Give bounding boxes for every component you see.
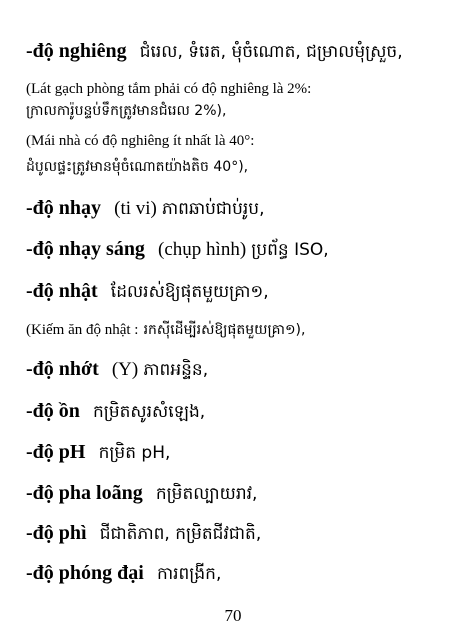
example-khmer: រកស៊ីដើម្បីរស់ឱ្យផុតមួយគ្រា១), — [143, 322, 306, 338]
headword: -độ nhạy — [26, 197, 102, 219]
entry-do-phi — [26, 522, 452, 548]
headword: -độ nghiêng — [26, 40, 127, 62]
headword: -độ nhật — [26, 280, 98, 302]
example-vi — [26, 130, 452, 150]
example-vietnamese: (Lát gạch phòng tắm phải có độ nghiêng là 2%: — [26, 81, 312, 97]
example-km — [26, 100, 452, 122]
entry-do-on — [26, 400, 452, 426]
headword: -độ pha loãng — [26, 482, 143, 504]
example-km — [26, 156, 452, 178]
khmer-definition: ដែលរស់ឱ្យផុតមួយគ្រា១, — [110, 282, 269, 302]
entry-do-nhat — [26, 280, 452, 306]
headword: -độ phóng đại — [26, 562, 144, 584]
example-vietnamese: (Mái nhà có độ nghiêng ít nhất là 40°: — [26, 133, 255, 149]
example-line — [26, 319, 452, 341]
example-khmer: ដំបូលផ្ទះត្រូវមានមុំចំណោតយ៉ាងតិច 40°), — [26, 159, 249, 175]
headword: -độ ồn — [26, 400, 80, 422]
entry-do-nhot — [26, 358, 452, 384]
khmer-definition: កម្រិត pH, — [98, 443, 171, 463]
khmer-definition: ជំរេល, ទំរេត, មុំចំណោត, ជម្រាលមុំស្រួច, — [139, 42, 403, 62]
example-vietnamese: (Kiếm ăn độ nhật : — [26, 322, 139, 338]
khmer-definition: ភាពឆាប់ជាប់រូប, — [161, 199, 265, 219]
usage-note: (Y) — [111, 359, 139, 380]
headword: -độ pH — [26, 441, 86, 463]
entry-do-nhay — [26, 197, 452, 223]
headword: -độ phì — [26, 522, 87, 544]
usage-note: (ti vi) — [114, 198, 157, 219]
khmer-definition: ប្រព័ន្ធ ISO, — [251, 240, 329, 260]
usage-note: (chụp hình) — [158, 239, 247, 260]
khmer-definition: កម្រិតល្បាយរាវ, — [155, 484, 258, 504]
example-vi — [26, 78, 452, 98]
entry-do-pha-loang — [26, 482, 452, 508]
entry-do-phong-dai — [26, 562, 452, 588]
example-khmer: ក្រាលការ៉ូបន្ទប់ទឹកត្រូវមានជំរេល 2%), — [26, 103, 227, 119]
headword: -độ nhớt — [26, 358, 99, 380]
page-number: 70 — [224, 606, 242, 625]
entry-do-nhay-sang — [26, 238, 452, 264]
entry-do-ph — [26, 441, 452, 467]
khmer-definition: ការពង្រីក, — [156, 564, 222, 584]
headword: -độ nhạy sáng — [26, 238, 145, 260]
khmer-definition: ជីជាតិភាព, កម្រិតជីវជាតិ, — [99, 524, 262, 544]
khmer-definition: កម្រិតសូរសំឡេង, — [93, 402, 206, 422]
khmer-definition: ភាពអន្ទិន, — [143, 360, 209, 380]
entry-do-nghieng — [26, 40, 452, 66]
